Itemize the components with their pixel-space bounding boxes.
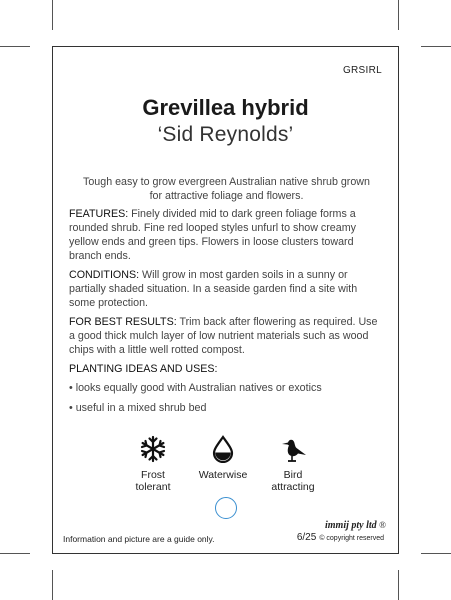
conditions-text: Will grow in most garden soils in a sunny or partially shaded situation. In a seaside garden find a site with some protection. [69, 269, 358, 309]
bird-label-line1: Bird [283, 469, 303, 481]
planting-item: • useful in a mixed shrub bed [69, 402, 207, 414]
frost-label-line1: Frost [141, 469, 165, 481]
crop-mark [52, 0, 53, 30]
plant-cultivar-title: ‘Sid Reynolds’ [157, 123, 294, 146]
waterwise-badge [188, 435, 258, 481]
bird-label-line2: attracting [271, 481, 315, 493]
crop-mark [398, 570, 399, 600]
crop-mark [0, 553, 30, 554]
frost-tolerant-badge [118, 435, 188, 493]
features-text: Finely divided mid to dark green foliage forms a rounded shrub. Fine red looped styles unfurl to show creamy yellow ends and green tips. Flowers in loose clusters toward branch ends. [69, 208, 356, 262]
bird-attracting-badge [258, 435, 328, 493]
plant-genus-title: Grevillea hybrid [142, 95, 309, 120]
bird-icon [279, 435, 307, 463]
crop-mark [421, 46, 451, 47]
waterwise-label: Waterwise [198, 469, 248, 481]
footer-meta [297, 532, 384, 543]
copyright-text: © copyright reserved [319, 535, 384, 542]
crop-mark [421, 553, 451, 554]
punch-hole-circle [215, 497, 237, 519]
brand-logo [325, 520, 386, 531]
water-drop-icon [209, 435, 237, 463]
attribute-icons [53, 435, 398, 495]
features-paragraph [69, 207, 384, 263]
crop-mark [0, 46, 30, 47]
crop-mark [52, 570, 53, 600]
plant-label-card [52, 46, 399, 554]
description-body [69, 175, 384, 421]
best-results-text: Trim back after flowering as required. Use a good thick mulch layer of low nutrient materials such as wood chips with a little well rotted compost. [69, 316, 378, 356]
product-code: GRSIRL [342, 65, 382, 76]
intro-text: Tough easy to grow evergreen Australian native shrub grown for attractive foliage and flowers. [83, 176, 370, 202]
conditions-paragraph [69, 268, 384, 310]
conditions-heading: CONDITIONS: [69, 269, 140, 281]
best-results-heading: FOR BEST RESULTS: [69, 316, 177, 328]
best-results-paragraph [69, 315, 384, 357]
registered-mark: ® [379, 520, 386, 530]
print-date: 6/25 [296, 532, 317, 543]
disclaimer-text: Information and picture are a guide only. [63, 534, 215, 544]
brand-name: immij pty ltd [324, 520, 377, 531]
features-heading: FEATURES: [69, 208, 129, 220]
planting-item: • looks equally good with Australian natives or exotics [69, 382, 322, 394]
planting-heading: PLANTING IDEAS AND USES: [69, 363, 218, 375]
crop-mark [398, 0, 399, 30]
frost-label-line2: tolerant [135, 481, 171, 493]
snowflake-icon [139, 435, 167, 463]
